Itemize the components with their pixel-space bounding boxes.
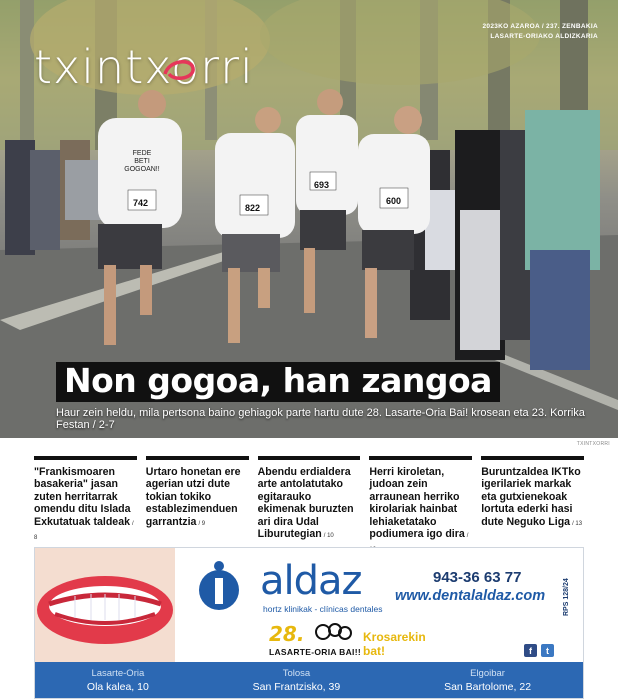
teaser-item[interactable]: "Frankismoaren basakeria" jasan zuten herritarrak omendu ditu Islada Exkutatuak taldeak / 8 <box>34 456 137 526</box>
smile-image <box>35 548 175 662</box>
headline-subtitle: Haur zein heldu, mila pertsona baino gehiagok parte hartu dute 28. Lasarte-Oria Bai! krosean eta 23. Korrika Festan / 2-7 <box>56 407 585 431</box>
edition-line: 2023KO AZAROA / 237. ZENBAKIA <box>482 23 598 30</box>
brand-name: aldaz <box>260 558 362 604</box>
kros-emblem-icon <box>313 620 353 644</box>
shirt-slogan: FEDE BETI GOGOAN!! <box>124 150 160 173</box>
brand-tagline: hortz klinikak - clínicas dentales <box>263 604 383 614</box>
aldaz-logo-icon <box>193 558 257 614</box>
kros-edition-number: 28. <box>269 622 305 646</box>
clinic-bar <box>35 662 583 699</box>
website-link[interactable]: www.dentalaldaz.com <box>395 588 546 604</box>
rps-code: RPS 128/24 <box>563 578 570 616</box>
bib-742: 742 <box>133 198 149 208</box>
phone-number[interactable]: 943-36 63 77 <box>433 569 522 586</box>
clinic-location[interactable]: Elgoibar San Bartolome, 22 <box>444 668 532 693</box>
masthead-logo[interactable]: txintxorri <box>34 40 254 94</box>
bib-822: 822 <box>245 203 261 213</box>
main-headline[interactable]: Non gogoa, han zangoa <box>56 362 500 402</box>
teaser-item[interactable]: Herri kiroletan, judoan zein arraunean herriko kirolariak hainbat lehiaketatako podiumera igo dira / <box>369 456 472 526</box>
teaser-row <box>34 456 584 542</box>
kros-title: LASARTE-ORIA BAI!! <box>269 647 361 657</box>
photo-credit: TXINTXORRI <box>576 441 610 447</box>
masthead-swirl-icon <box>163 56 197 84</box>
clinic-location[interactable]: Tolosa San Frantzisko, 39 <box>252 668 341 693</box>
teaser-item[interactable]: Buruntzaldea IKTko igerilariek markak eta gutxienekoak lortuta ederki hasi dute Neguko Liga / 13 <box>481 456 584 526</box>
edition-line-2: LASARTE-ORIAKO ALDIZKARIA <box>490 33 598 40</box>
teaser-item[interactable]: Urtaro honetan ere agerian utzi dute tokian tokiko establezimenduen garrantzia / 9 <box>146 456 249 526</box>
twitter-icon[interactable]: t <box>541 644 554 657</box>
social-icons <box>524 644 554 657</box>
clinic-location[interactable]: Lasarte-Oria Ola kalea, 10 <box>86 668 149 693</box>
dental-advertisement[interactable] <box>34 547 584 699</box>
kros-slogan: Krosarekin bat! <box>363 630 426 658</box>
bib-600: 600 <box>386 196 402 206</box>
facebook-icon[interactable]: f <box>524 644 537 657</box>
teaser-item[interactable]: Abendu erdialdera arte antolatutako egitarauko ekimenak buruzten ari dira Udal Liburutegian / 10 <box>258 456 361 526</box>
bib-693: 693 <box>314 180 330 190</box>
